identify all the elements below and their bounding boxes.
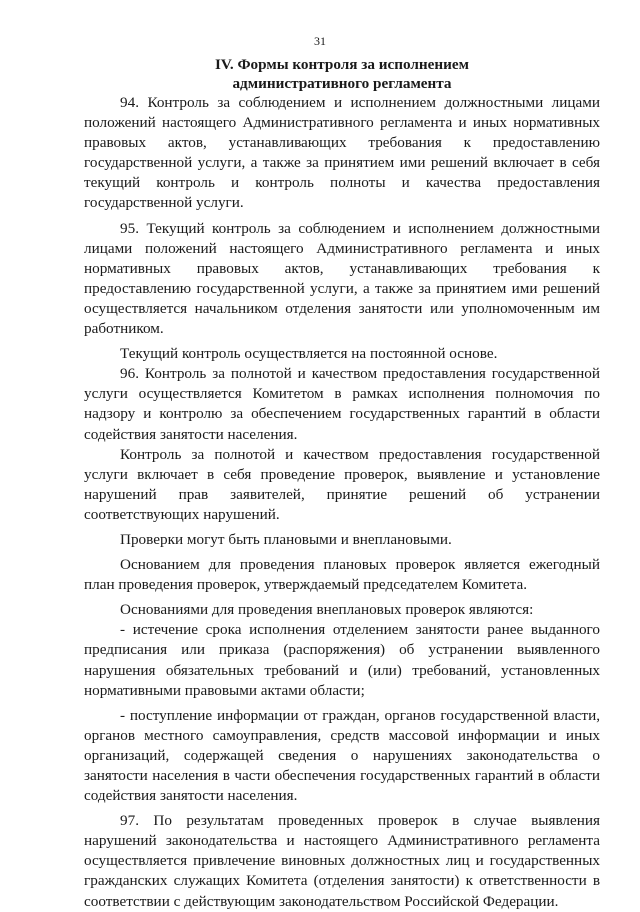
- paragraph-97: 97. По результатам проведенных проверок в случае выявления нарушений законодательства и настоящего Административного регламента осуществляется привлечение виновных должностных лиц и государственных гражданских служащих Комитета (отделения занятости) к ответственности в соответствии с действующим законодательством Российской Федерации.: [84, 812, 600, 910]
- section-heading-line-2: административного регламента: [232, 75, 452, 92]
- paragraph-planned-inspections: Основанием для проведения плановых проверок является ежегодный план проведения проверок, утверждаемый председателем Комитета.: [84, 556, 600, 594]
- paragraph-96: 96. Контроль за полнотой и качеством предоставления государственной услуги осуществляется Комитетом в рамках исполнения полномочия по надзору и контролю за обеспечением государственных гарантий в области содействия занятости населения.: [84, 365, 600, 443]
- paragraph-inspection-types: Проверки могут быть плановыми и внеплановыми.: [120, 530, 452, 548]
- page-number: 31: [314, 34, 326, 48]
- paragraph-unplanned-grounds: Основаниями для проведения внеплановых проверок являются:: [120, 601, 534, 619]
- paragraph-quality-control: Контроль за полнотой и качеством предоставления государственной услуги включает в себя проведение проверок, выявление и установление нарушений прав заявителей, принятие решений об устранении соответствующих нарушений.: [84, 445, 600, 523]
- paragraph-continuous-control: Текущий контроль осуществляется на постоянной основе.: [120, 345, 498, 363]
- section-heading-line-1: IV. Формы контроля за исполнением: [214, 56, 469, 73]
- section-heading: [84, 55, 600, 93]
- paragraph-94: 94. Контроль за соблюдением и исполнением должностными лицами положений настоящего Административного регламента и иных нормативных правовых актов, устанавливающих требования к предоставлению государственной услуги, а также за принятием ими решений включает в себя текущий контроль и контроль полноты и качества предоставления государственной услуги.: [84, 94, 600, 212]
- document-body: [84, 93, 600, 912]
- paragraph-95: 95. Текущий контроль за соблюдением и исполнением должностными лицами положений настоящего Административного регламента и иных нормативных правовых актов, устанавливающих требования к предоставлению государственной услуги, а также за принятием ими решений осуществляется начальником отделения занятости или уполномоченным им работником.: [84, 219, 600, 338]
- list-item-information-received: - поступление информации от граждан, органов государственной власти, органов местного самоуправления, средств массовой информации и иных организаций, содержащей сведения о нарушениях законодательства о занятости населения в части обеспечения государственных гарантий в области содействия занятости населения.: [84, 706, 600, 805]
- list-item-deadline-expiry: - истечение срока исполнения отделением занятости ранее выданного предписания или приказа (распоряжения) об устранении выявленного нарушения обязательных требований и (или) требований, установленных нормативными правовыми актами области;: [84, 621, 600, 699]
